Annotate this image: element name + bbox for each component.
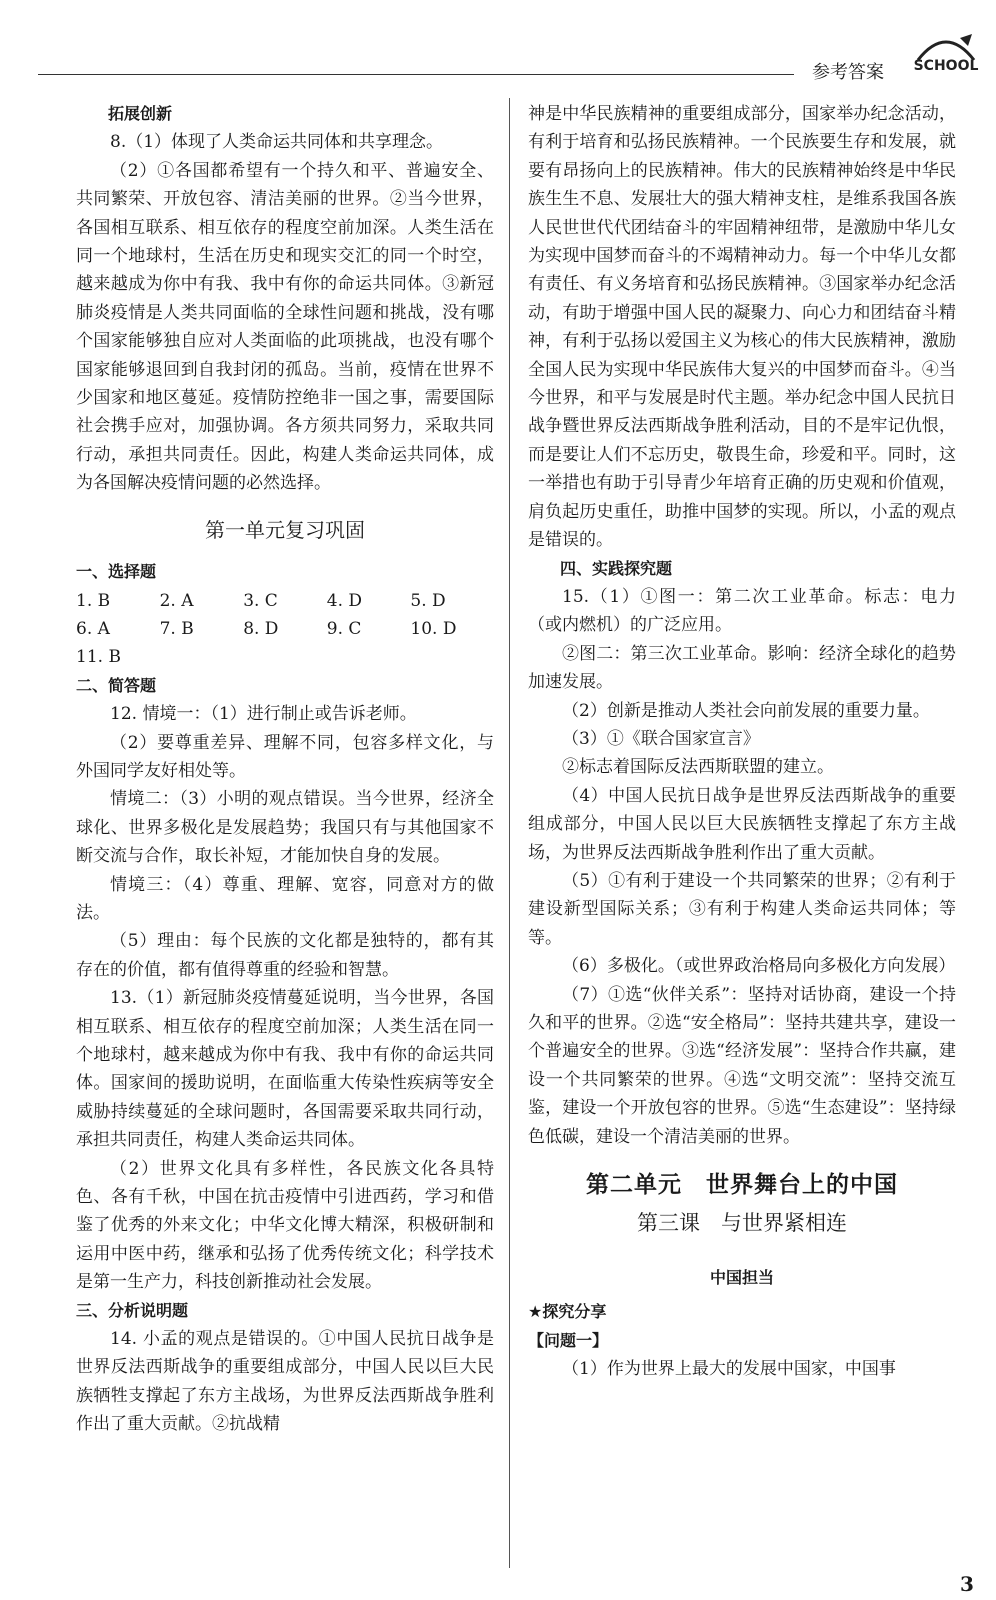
answer-q15-7: （7）①选“伙伴关系”：坚持对话协商，建设一个持久和平的世界。②选“安全格局”：坚持共建共享，建设一个普遍安全的世界。③选“经济发展”：坚持合作共赢，建设一个共同繁荣的世界。④选“文明交流”：坚持交流互鉴，建设一个开放包容的世界。⑤选“生态建设”：坚持绿色低碳，建设一个清洁美丽的世界。 bbox=[528, 984, 956, 1147]
choice-answer: 4. D bbox=[326, 590, 363, 611]
section-short-answer-heading: 二、简答题 bbox=[76, 675, 157, 695]
unit-review-title: 第一单元复习巩固 bbox=[205, 517, 365, 542]
answer-q15-3a: （3）①《联合国家宣言》 bbox=[562, 728, 760, 749]
answer-q15-5: （5）①有利于建设一个共同繁荣的世界；②有利于建设新型国际关系；③有利于构建人类命运共同体；等等。 bbox=[528, 870, 956, 948]
answer-q15-1a: 15.（1）①图一：第二次工业革命。标志：电力（或内燃机）的广泛应用。 bbox=[528, 586, 956, 636]
unit-2-title: 第二单元 世界舞台上的中国 bbox=[586, 1171, 898, 1199]
answer-q8-2: （2）①各国都希望有一个持久和平、普遍安全、共同繁荣、开放包容、清洁美丽的世界。②当今世界，各国相互联系、相互依存的程度空前加深。人类生活在同一个地球村，生活在历史和现实交汇的同一个时空，越来越成为你中有我、我中有你的命运共同体。③新冠肺炎疫情是人类共同面临的全球性问题和挑战，没有哪个国家能够独自应对人类面临的此项挑战，也没有哪个国家能够退回到自我封闭的孤岛。当前，疫情在世界不少国家和地区蔓延。疫情防控绝非一国之事，需要国际社会携手应对，加强协调。各方须共同努力，采取共同行动，承担共同责任。因此，构建人类命运共同体，成为各国解决疫情问题的必然选择。 bbox=[76, 160, 494, 494]
question-one-answer: （1）作为世界上最大的发展中国家，中国事 bbox=[562, 1359, 896, 1380]
section-practice-heading: 四、实践探究题 bbox=[560, 558, 673, 578]
answer-q13-1: 13.（1）新冠肺炎疫情蔓延说明，当今世界，各国相互联系、相互依存的程度空前加深；人类生活在同一个地球村，越来越成为你中有我、我中有你的命运共同体。国家间的援助说明，在面临重大传染性疾病等安全威胁持续蔓延的全球问题时，各国需要采取共同行动，承担共同责任，构建人类命运共同体。 bbox=[76, 988, 494, 1151]
expand-heading: 拓展创新 bbox=[108, 104, 173, 123]
section-china-responsibility: 中国担当 bbox=[709, 1267, 774, 1287]
answer-q12-a: 12. 情境一：（1）进行制止或告诉老师。 bbox=[110, 704, 417, 725]
answer-q15-1b: ②图二：第三次工业革命。影响：经济全球化的趋势加速发展。 bbox=[528, 643, 956, 693]
question-one-label: 【问题一】 bbox=[528, 1330, 609, 1350]
choice-answer: 9. C bbox=[326, 618, 362, 639]
choice-answer: 1. B bbox=[76, 590, 111, 611]
answer-q8-1: 8.（1）体现了人类命运共同体和共享理念。 bbox=[110, 132, 444, 153]
school-logo-text: SCHOOL bbox=[913, 58, 979, 74]
answer-q15-4: （4）中国人民抗日战争是世界反法西斯战争的重要组成部分，中国人民以巨大民族牺牲支撑起了东方主战场，为世界反法西斯战争胜利作出了重大贡献。 bbox=[528, 785, 956, 863]
choice-answer: 2. A bbox=[159, 590, 194, 611]
section-choice-heading: 一、选择题 bbox=[76, 562, 157, 582]
answer-q15-3b: ②标志着国际反法西斯联盟的建立。 bbox=[562, 757, 834, 778]
choice-answers-row-2 bbox=[76, 615, 494, 643]
choice-answer-11: 11. B bbox=[76, 647, 121, 668]
answer-q12-d: 情境三：（4）尊重、理解、宽容，同意对方的做法。 bbox=[76, 874, 494, 923]
answer-q15-2: （2）创新是推动人类社会向前发展的重要力量。 bbox=[562, 700, 930, 721]
header-rule bbox=[38, 74, 794, 75]
choice-answer: 7. B bbox=[159, 618, 194, 639]
answer-q15-6: （6）多极化。（或世界政治格局向多极化方向发展） bbox=[562, 956, 956, 977]
answer-q14: 14. 小孟的观点是错误的。①中国人民抗日战争是世界反法西斯战争的重要组成部分，中国人民以巨大民族牺牲支撑起了东方主战场，为世界反法西斯战争胜利作出了重大贡献。②抗战精 bbox=[76, 1329, 494, 1435]
explore-share-label: ★探究分享 bbox=[528, 1302, 607, 1322]
header-label: 参考答案 bbox=[812, 62, 884, 83]
column-divider bbox=[509, 98, 510, 1568]
answer-q12-b: （2）要尊重差异、理解不同，包容多样文化，与外国同学友好相处等。 bbox=[76, 732, 494, 781]
choice-answer: 10. D bbox=[410, 618, 457, 639]
section-analysis-heading: 三、分析说明题 bbox=[76, 1300, 189, 1320]
right-column bbox=[528, 100, 956, 1383]
lesson-3-title: 第三课 与世界紧相连 bbox=[637, 1211, 847, 1236]
choice-answer: 6. A bbox=[76, 618, 110, 639]
answer-q12-e: （5）理由：每个民族的文化都是独特的，都有其存在的价值，都有值得尊重的经验和智慧。 bbox=[76, 931, 494, 980]
choice-answer: 5. D bbox=[410, 590, 446, 611]
choice-answer: 3. C bbox=[243, 590, 278, 611]
answer-q14-continued: 神是中华民族精神的重要组成部分，国家举办纪念活动，有利于培育和弘扬民族精神。一个民族要生存和发展，就要有昂扬向上的民族精神。伟大的民族精神始终是中华民族生生不息、发展壮大的强大精神支柱，是维系我国各族人民世世代代团结奋斗的牢固精神纽带，是激励中华儿女为实现中国梦而奋斗的不竭精神动力。每一个中华儿女都有责任、有义务培育和弘扬民族精神。③国家举办纪念活动，有助于增强中国人民的凝聚力、向心力和团结奋斗精神，有利于弘扬以爱国主义为核心的伟大民族精神，激励全国人民为实现中华民族伟大复兴的中国梦而奋斗。④当今世界，和平与发展是时代主题。举办纪念中国人民抗日战争暨世界反法西斯战争胜利活动，目的不是牢记仇恨，而是要让人们不忘历史，敬畏生命，珍爱和平。同时，这一举措也有助于引导青少年培育正确的历史观和价值观，肩负起历史重任，助推中国梦的实现。所以，小孟的观点是错误的。 bbox=[528, 104, 956, 551]
school-logo-icon bbox=[912, 30, 980, 88]
answer-q12-c: 情境二：（3）小明的观点错误。当今世界，经济全球化、世界多极化是发展趋势；我国只有与其他国家不断交流与合作，取长补短，才能加快自身的发展。 bbox=[76, 789, 494, 867]
left-column bbox=[76, 100, 494, 1439]
choice-answer: 8. D bbox=[243, 618, 279, 639]
choice-answers-row-1 bbox=[76, 587, 494, 615]
page-number: 3 bbox=[960, 1572, 974, 1596]
answer-q13-2: （2）世界文化具有多样性，各民族文化各具特色、各有千秋，中国在抗击疫情中引进西药，学习和借鉴了优秀的外来文化；中华文化博大精深，积极研制和运用中医中药，继承和弘扬了优秀传统文化；科学技术是第一生产力，科技创新推动社会发展。 bbox=[76, 1158, 494, 1293]
